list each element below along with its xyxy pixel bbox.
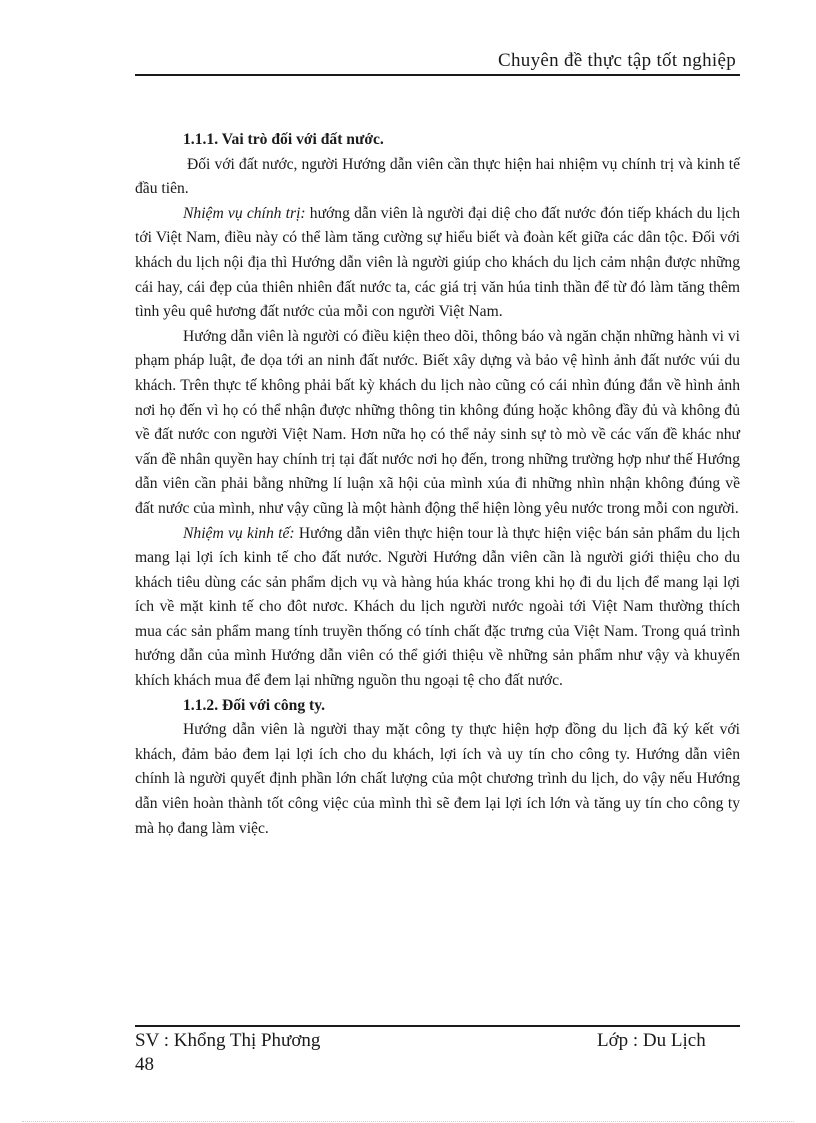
paragraph-economic <box>135 522 740 694</box>
paragraph-intro: Đối với đất nước, người Hướng dẫn viên cần thực hiện hai nhiệm vụ chính trị và kinh tế đầu tiên. <box>135 155 740 198</box>
political-duty-text: hướng dẫn viên là người đại diệ cho đất nước đón tiếp khách du lịch tới Việt Nam, điều này có thể làm tăng cường sự hiểu biết và đoàn kết giữa các dân tộc. Đối với khách du lịch nội địa thì Hướng dẫn viên là người giúp cho khách du lịch cảm nhận được những cái hay, cái đẹp của thiên nhiên đất nước ta, các giá trị văn húa tinh thần để từ đó làm tăng thêm tình yêu quê hương đất nước của mỗi con người Việt Nam. <box>135 204 740 321</box>
footer-divider <box>135 1025 740 1027</box>
economic-duty-text: Hướng dẫn viên thực hiện tour là thực hiện việc bán sản phẩm du lịch mang lại lợi ích kinh tế cho đất nước. Người Hướng dẫn viên cần là người giới thiệu cho du khách tiêu dùng các sản phẩm dịch vụ và hàng húa khác trong khi họ đi du lịch để mang lại lợi ích về mặt kinh tế cho đôt nươc. Khách du lịch người nước ngoài tới Việt Nam thường thích mua các sản phẩm mang tính truyền thống có tính chất đặc trưng của Việt Nam. Trong quá trình hướng dẫn của mình Hướng dẫn viên có thể giới thiệu về những sản phẩm như vậy và khuyến khích khách mua để đem lại những nguồn thu ngoại tệ cho đất nước. <box>135 524 740 690</box>
footer-student-name: SV : Khổng Thị Phương <box>135 1030 321 1051</box>
paragraph-monitoring: Hướng dẫn viên là người có điều kiện theo dõi, thông báo và ngăn chặn những hành vi vi phạm pháp luật, đe dọa tới an ninh đất nước. Biết xây dựng và bảo vệ hình ảnh đất nước vúi du khách. Trên thực tế không phải bất kỳ khách du lịch nào cũng có cái nhìn đúng đắn về hình ảnh nơi họ đến vì họ có thể nhận được những thông tin không đúng hoặc không đầy đủ và không đủ về đất nước con người Việt Nam. Hơn nữa họ có thể nảy sinh sự tò mò về các vấn đề khác như vấn đề nhân quyền hay chính trị tại đất nước nơi họ đến, trong những trường hợp như thế Hướng dẫn viên cần phải bằng những lí luận xã hội của mình xúa đi những nhìn nhận không đúng về đất nước của mình, như vậy cũng là một hành động thể hiện lòng yêu nước trong mỗi con người. <box>135 327 740 517</box>
political-duty-lead: Nhiệm vụ chính trị: <box>183 204 306 222</box>
document-body <box>135 128 740 841</box>
header-divider <box>135 74 740 76</box>
paragraph-company: Hướng dẫn viên là người thay mặt công ty thực hiện hợp đồng du lịch đã ký kết với khách, đảm bảo đem lại lợi ích cho du khách, lợi ích và uy tín cho công ty. Hướng dẫn viên chính là người quyết định phần lớn chất lượng của một chương trình du lịch, do vậy nếu Hướng dẫn viên hoàn thành tốt công việc của mình thì sẽ đem lại lợi ích lớn và tăng uy tín cho công ty mà họ đang làm việc. <box>135 721 740 837</box>
section-heading-company: 1.1.2. Đối với công ty. <box>183 696 326 714</box>
page-number: 48 <box>135 1054 154 1075</box>
page-header-title: Chuyên đề thực tập tốt nghiệp <box>498 50 736 71</box>
economic-duty-lead: Nhiệm vụ kinh tế: <box>183 524 295 542</box>
section-heading-country: 1.1.1. Vai trò đối với đất nước. <box>183 131 384 148</box>
page-bottom-edge <box>22 1121 794 1122</box>
paragraph-political <box>135 202 740 325</box>
footer-class-name: Lớp : Du Lịch <box>597 1030 706 1051</box>
